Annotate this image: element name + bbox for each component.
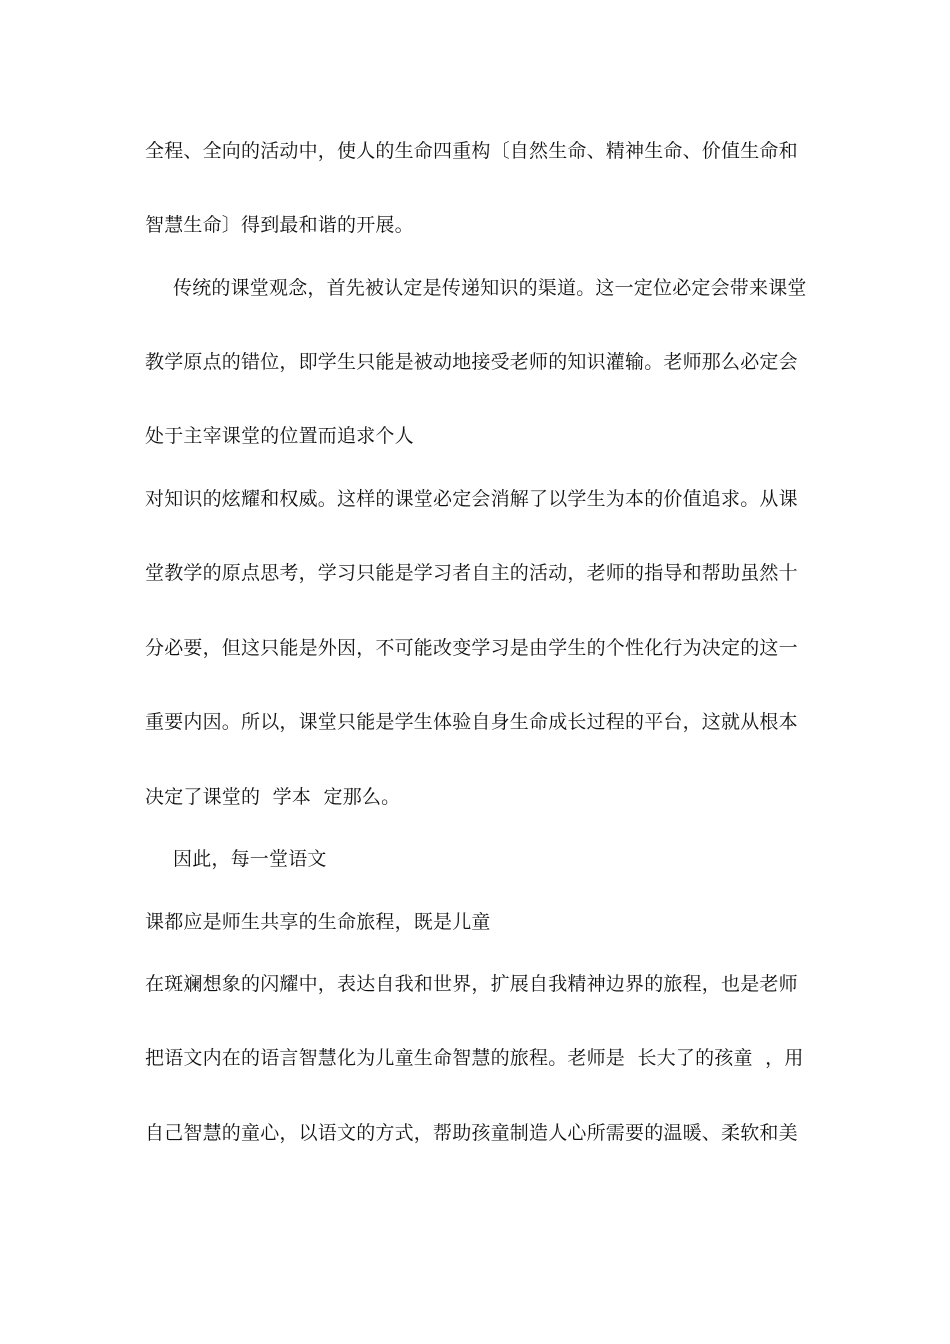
text-line: 教学原点的错位，即学生只能是被动地接受老师的知识灌输。老师那么必定会 [145,351,798,373]
text-line: 智慧生命〕得到最和谐的开展。 [145,214,414,236]
paragraph-start-line: 因此，每一堂语文 [173,848,327,870]
text-line: 在斑斓想象的闪耀中，表达自我和世界，扩展自我精神边界的旅程，也是老师 [145,973,798,995]
paragraph-start-line: 传统的课堂观念，首先被认定是传递知识的渠道。这一定位必定会带来课堂 [173,277,807,299]
text-line: 对知识的炫耀和权威。这样的课堂必定会消解了以学生为本的价值追求。从课 [145,488,798,510]
text-line: 全程、全向的活动中，使人的生命四重构〔自然生命、精神生命、价值生命和 [145,140,798,162]
text-line: 堂教学的原点思考，学习只能是学习者自主的活动，老师的指导和帮助虽然十 [145,562,798,584]
text-line: 重要内因。所以，课堂只能是学生体验自身生命成长过程的平台，这就从根本 [145,711,798,733]
text-line: 自己智慧的童心，以语文的方式，帮助孩童制造人心所需要的温暖、柔软和美 [145,1122,798,1144]
text-line: 课都应是师生共享的生命旅程，既是儿童 [145,911,491,933]
text-line: 把语文内在的语言智慧化为儿童生命智慧的旅程。老师是 长大了的孩童 ，用 [145,1047,804,1069]
text-line: 分必要，但这只能是外因，不可能改变学习是由学生的个性化行为决定的这一 [145,637,798,659]
text-line: 决定了课堂的 学本 定那么。 [145,786,401,808]
text-line: 处于主宰课堂的位置而追求个人 [145,425,414,447]
